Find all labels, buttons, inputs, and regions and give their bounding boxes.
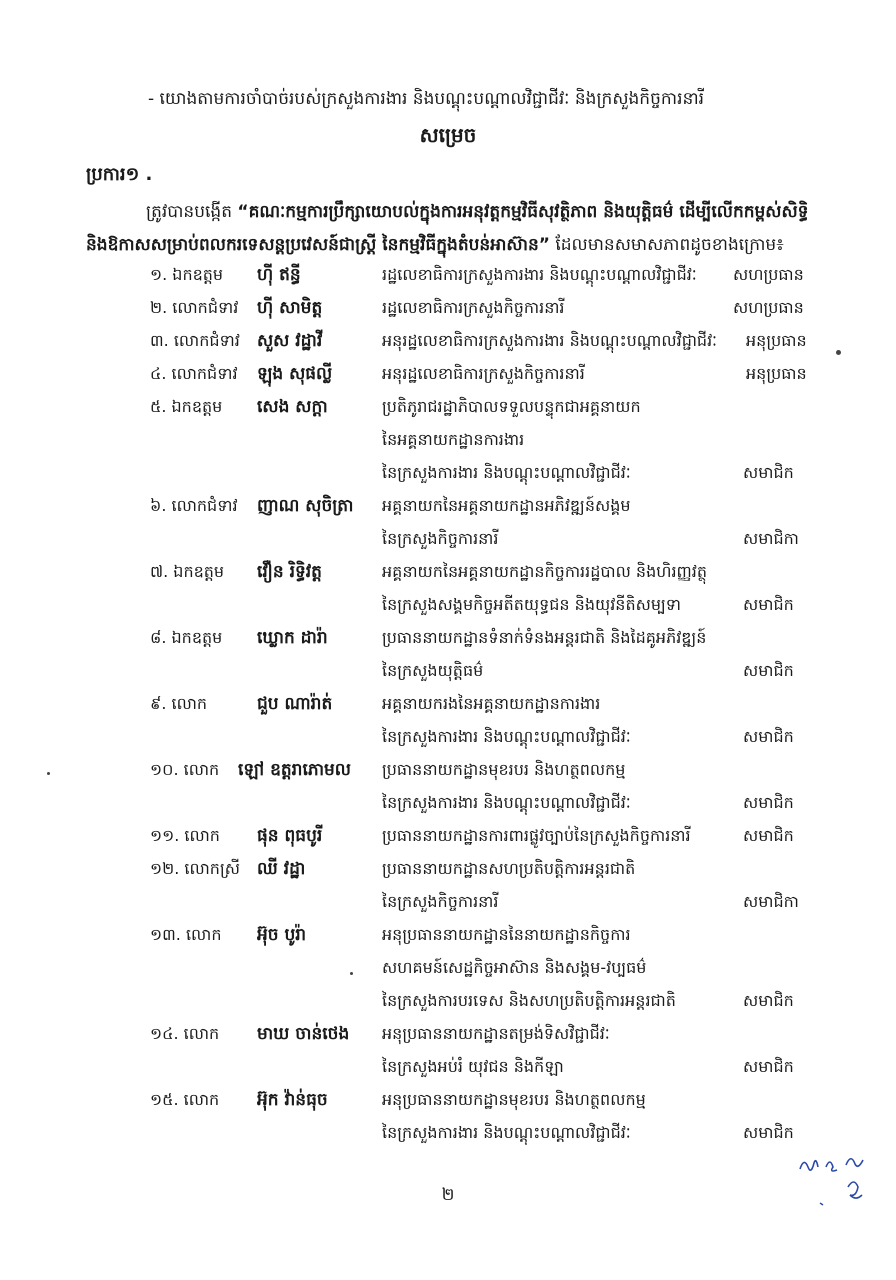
member-entry — [0, 852, 896, 918]
member-number-title: ៥. ឯកឧត្តម — [150, 397, 223, 416]
member-position: នៃក្រសួងយុត្តិធម៌ — [382, 661, 484, 680]
member-name: អ៊ុក វ៉ាន់ធុច — [257, 1090, 328, 1110]
member-line — [0, 918, 896, 951]
member-number-title: ១៥. លោក — [150, 1090, 220, 1109]
member-number-title: ១១. លោក — [150, 826, 220, 845]
member-role: អនុប្រធាន — [746, 364, 807, 383]
member-name: វឿន រិទ្ធិវត្ត — [257, 562, 322, 582]
preamble-line: - យោងតាមការចាំបាច់របស់ក្រសួងការងារ និងបណ្តុះបណ្តាលវិជ្ជាជីវៈ និងក្រសួងកិច្ចការនារី — [148, 89, 705, 109]
member-position: អនុប្រធាននាយកដ្ឋានមុខរបរ និងហត្ថពលកម្ម — [382, 1090, 646, 1109]
member-entry — [0, 324, 896, 357]
member-role: សមាជិក — [743, 826, 794, 845]
member-line — [0, 588, 896, 621]
member-name: អ៊ុច បូរ៉ា — [257, 925, 307, 945]
member-entry — [0, 489, 896, 555]
member-position: នៃក្រសួងការងារ និងបណ្តុះបណ្តាលវិជ្ជាជីវៈ — [382, 1123, 631, 1142]
committee-name-part-2: និងឱកាសសម្រាប់ពលករទេសន្តប្រវេសន៍ជាស្ត្រី នៃកម្មវិធីក្នុងតំបន់អាស៊ាន” — [86, 235, 550, 255]
member-entry — [0, 390, 896, 489]
member-line — [0, 1116, 896, 1149]
member-position: អនុប្រធាននាយកដ្ឋាននៃនាយកដ្ឋានកិច្ចការ — [382, 925, 631, 944]
member-entry — [0, 621, 896, 687]
member-line — [0, 489, 896, 522]
member-role: សហប្រធាន — [733, 265, 804, 284]
committee-name-part-1: “គណៈកម្មការប្រឹក្សាយោបល់ក្នុងការអនុវត្តកម្មវិធីសុវត្ថិភាព និងយុត្តិធម៌ ដើម្បីលើកកម្ពស់សិទ្ធិ — [237, 202, 809, 222]
member-line — [0, 654, 896, 687]
member-line — [0, 885, 896, 918]
member-name: ហ៊ី សាមិត្ត — [257, 298, 323, 318]
member-number-title: ១. ឯកឧត្តម — [150, 265, 224, 284]
member-role: សមាជិក — [743, 595, 794, 614]
member-number-title: ៨. ឯកឧត្តម — [150, 628, 223, 647]
member-position: អគ្គនាយកនៃអគ្គនាយកដ្ឋានកិច្ចការរដ្ឋបាល និងហិរញ្ញវត្ថុ — [382, 562, 708, 581]
member-role: សមាជិក — [743, 793, 794, 812]
member-entry — [0, 1017, 896, 1083]
member-line — [0, 390, 896, 423]
article-label: ប្រការ១ . — [86, 164, 153, 185]
member-position: នៃក្រសួងសង្គមកិច្ចអតីតយុទ្ធជន និងយុវនីតិសម្បទា — [382, 595, 681, 614]
member-line — [0, 1083, 896, 1116]
article-line-1-prefix: ត្រូវបានបង្កើត — [146, 202, 238, 222]
member-position: នៃក្រសួងការងារ និងបណ្តុះបណ្តាលវិជ្ជាជីវៈ — [382, 463, 631, 482]
member-line — [0, 852, 896, 885]
member-name: មាឃ ចាន់ថេង — [257, 1024, 350, 1044]
member-role: អនុប្រធាន — [746, 331, 807, 350]
member-line — [0, 423, 896, 456]
member-number-title: ២. លោកជំទាវ — [150, 298, 239, 317]
member-entry — [0, 555, 896, 621]
member-entry — [0, 753, 896, 819]
member-position: នៃក្រសួងអប់រំ យុវជន និងកីឡា — [382, 1057, 564, 1076]
member-line — [0, 621, 896, 654]
member-name: ឡុង សុផល្លី — [257, 364, 333, 384]
member-line — [0, 687, 896, 720]
member-line — [0, 291, 896, 324]
member-line — [0, 258, 896, 291]
member-number-title: ១៤. លោក — [150, 1024, 220, 1043]
member-line — [0, 522, 896, 555]
member-position: អគ្គនាយករងនៃអគ្គនាយកដ្ឋានការងារ — [382, 694, 601, 713]
member-position: អនុប្រធាននាយកដ្ឋានតម្រង់ទិសវិជ្ជាជីវៈ — [382, 1024, 610, 1043]
member-position: សហគមន៍សេដ្ឋកិច្ចអាស៊ាន និងសង្គម-វប្បធម៌ — [382, 958, 647, 977]
member-name: ឡៅ ឧត្តរាភោមល — [238, 760, 351, 780]
member-position: អនុរដ្ឋលេខាធិការក្រសួងការងារ និងបណ្តុះបណ្តាលវិជ្ជាជីវៈ — [382, 331, 718, 350]
member-position: ប្រធាននាយកដ្ឋានទំនាក់ទំនងអន្តរជាតិ និងដៃគូអភិវឌ្ឍន៍ — [382, 628, 707, 647]
scan-speck — [350, 972, 353, 975]
member-role: សមាជិក — [743, 1123, 794, 1142]
member-line — [0, 819, 896, 852]
member-position: នៃក្រសួងការងារ និងបណ្តុះបណ្តាលវិជ្ជាជីវៈ — [382, 727, 631, 746]
member-number-title: ៧. ឯកឧត្តម — [150, 562, 225, 581]
member-line — [0, 456, 896, 489]
member-name: សេង សក្តា — [257, 397, 328, 417]
member-line — [0, 984, 896, 1017]
member-name: ឈី វដ្ឋា — [257, 859, 306, 879]
member-role: សមាជិក — [743, 1057, 794, 1076]
member-number-title: ១០. លោក — [150, 760, 220, 779]
member-number-title: ១៣. លោក — [150, 925, 222, 944]
member-line — [0, 951, 896, 984]
member-entry — [0, 687, 896, 753]
member-line — [0, 357, 896, 390]
member-name: ឃ្លោក ដារ៉ា — [257, 628, 328, 648]
member-role: សមាជិកា — [743, 892, 799, 911]
member-role: សមាជិក — [743, 661, 794, 680]
article-paragraph — [86, 196, 826, 262]
member-position: នៃក្រសួងកិច្ចការនារី — [382, 529, 499, 548]
member-position: ប្រធាននាយកដ្ឋានសហប្រតិបត្តិការអន្តរជាតិ — [382, 859, 636, 878]
member-number-title: ៣. លោកជំទាវ — [150, 331, 240, 350]
member-line — [0, 555, 896, 588]
member-number-title: ៤. លោកជំទាវ — [150, 364, 238, 383]
member-position: ប្រធាននាយកដ្ឋានមុខរបរ និងហត្ថពលកម្ម — [382, 760, 626, 779]
member-list — [0, 258, 896, 1149]
member-number-title: ១២. លោកស្រី — [150, 859, 240, 878]
member-position: ប្រធាននាយកដ្ឋានការពារផ្លូវច្បាប់នៃក្រសួងកិច្ចការនារី — [382, 826, 691, 845]
member-role: សមាជិក — [743, 727, 794, 746]
member-role: សមាជិក — [743, 463, 794, 482]
decision-heading: សម្រេច — [419, 123, 477, 147]
member-role: សមាជិកា — [743, 529, 799, 548]
handwritten-initials — [792, 1143, 872, 1213]
member-entry — [0, 819, 896, 852]
scan-speck — [836, 350, 841, 355]
member-position: នៃក្រសួងកិច្ចការនារី — [382, 892, 499, 911]
member-number-title: ៩. លោក — [150, 694, 208, 713]
member-position: នៃអគ្គនាយកដ្ឋានការងារ — [382, 430, 525, 449]
member-name: ជួប ណារ៉ាត់ — [257, 694, 333, 714]
member-entry — [0, 291, 896, 324]
member-line — [0, 1017, 896, 1050]
member-line — [0, 324, 896, 357]
member-position: នៃក្រសួងការបរទេស និងសហប្រតិបត្តិការអន្តរជាតិ — [382, 991, 676, 1010]
member-position: រដ្ឋលេខាធិការក្រសួងការងារ និងបណ្តុះបណ្តាលវិជ្ជាជីវៈ — [382, 265, 697, 284]
member-position: រដ្ឋលេខាធិការក្រសួងកិច្ចការនារី — [382, 298, 565, 317]
member-name: ហ៊ី ឥន្ធី — [257, 265, 301, 285]
article-line-1 — [86, 196, 826, 229]
member-role: សមាជិក — [743, 991, 794, 1010]
member-position: អនុរដ្ឋលេខាធិការក្រសួងកិច្ចការនារី — [382, 364, 585, 383]
member-line — [0, 753, 896, 786]
member-name: សួស វដ្ឋាវី — [257, 331, 323, 351]
member-line — [0, 1050, 896, 1083]
member-name: ផុន ពុធបូរី — [257, 826, 323, 846]
member-entry — [0, 258, 896, 291]
article-line-2-suffix: ដែលមានសមាសភាពដូចខាងក្រោម៖ — [549, 235, 784, 255]
member-entry — [0, 357, 896, 390]
member-position: អគ្គនាយកនៃអគ្គនាយកដ្ឋានអភិវឌ្ឍន៍សង្គម — [382, 496, 631, 515]
member-position: នៃក្រសួងការងារ និងបណ្តុះបណ្តាលវិជ្ជាជីវៈ — [382, 793, 631, 812]
page-number: ២ — [441, 1185, 455, 1205]
member-role: សហប្រធាន — [733, 298, 804, 317]
scan-speck — [47, 772, 50, 775]
member-number-title: ៦. លោកជំទាវ — [150, 496, 238, 515]
member-entry — [0, 1083, 896, 1149]
member-line — [0, 786, 896, 819]
member-line — [0, 720, 896, 753]
member-entry — [0, 918, 896, 1017]
member-name: ញាណ សុចិត្រា — [257, 496, 354, 516]
member-position: ប្រតិភូរាជរដ្ឋាភិបាលទទួលបន្ទុកជាអគ្គនាយក — [382, 397, 641, 416]
